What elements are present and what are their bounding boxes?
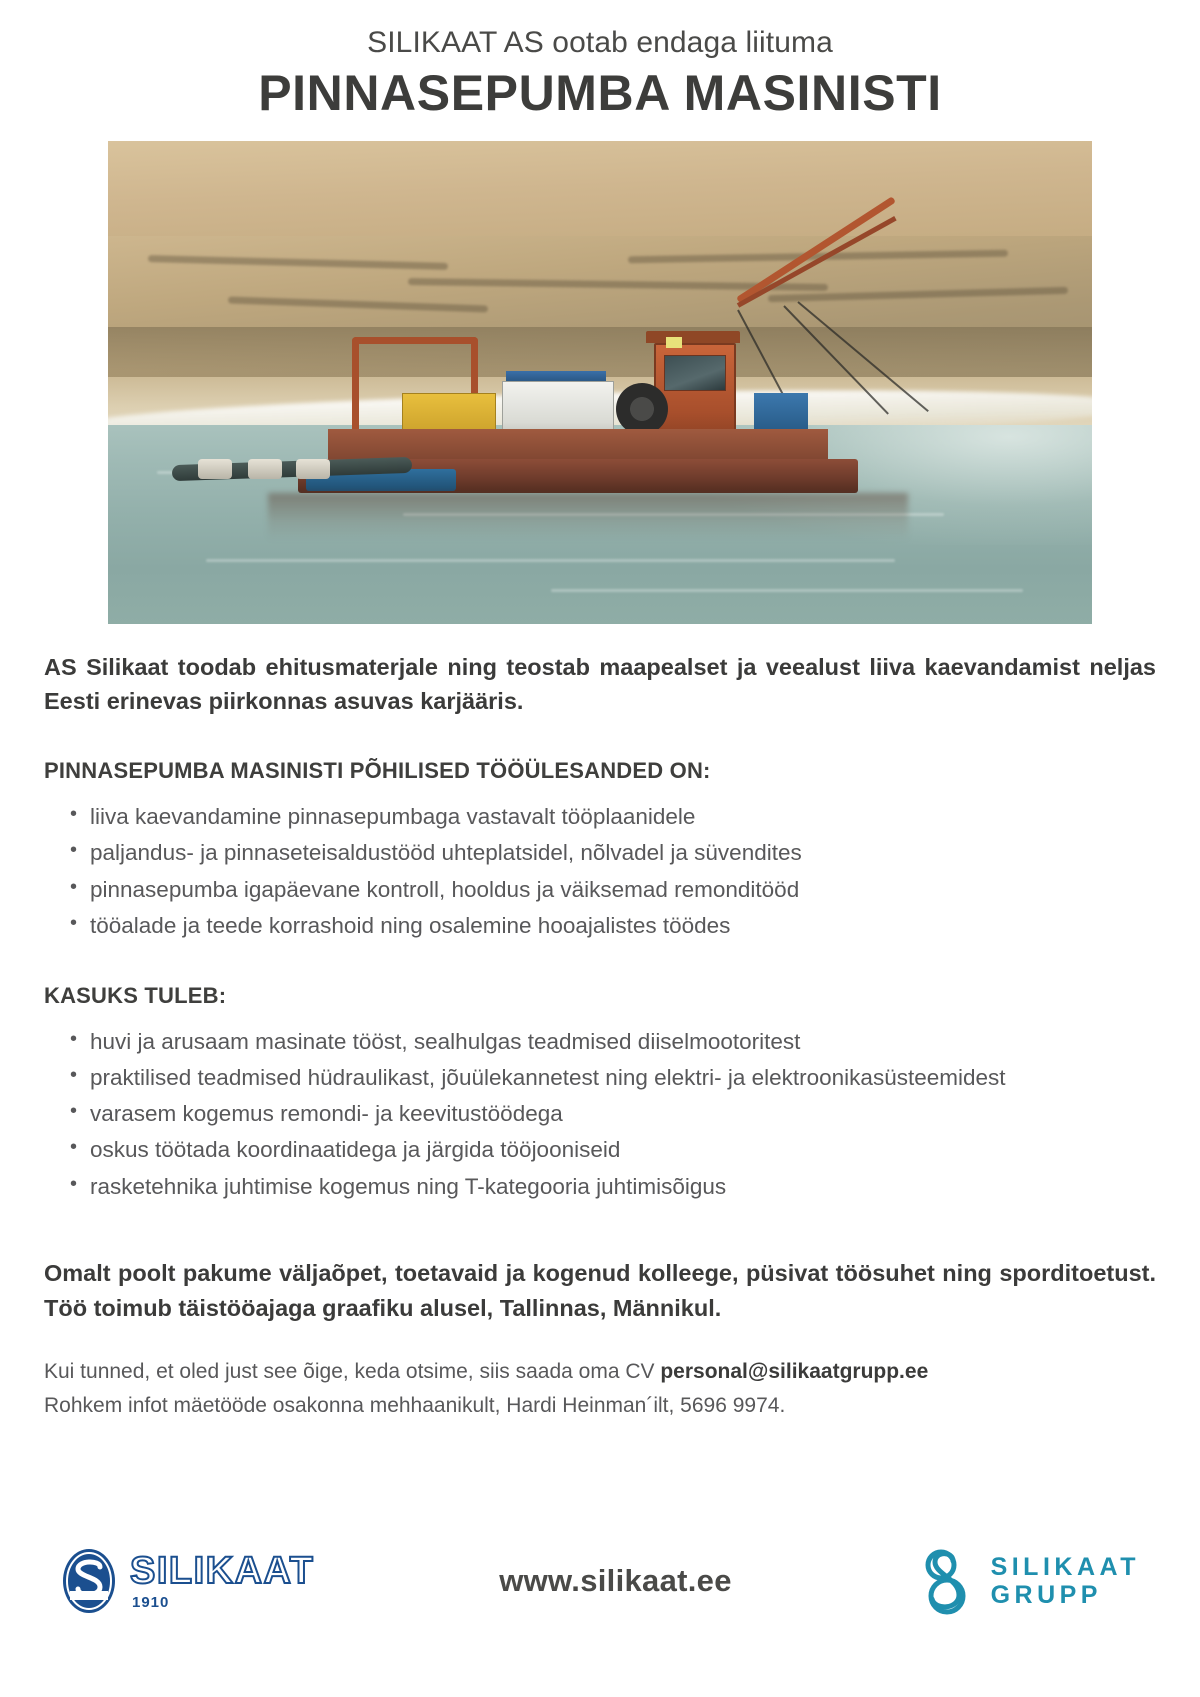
photo-cabin-window <box>664 355 726 391</box>
photo-canvas <box>108 141 1092 624</box>
photo-barge-reflection <box>268 493 908 541</box>
list-item: • huvi ja arusaam masinate tööst, sealhulgas teadmised diiselmootoritest <box>44 1025 1156 1059</box>
intro-paragraph: AS Silikaat toodab ehitusmaterjale ning teostab maapealset ja veealust liiva kaevandamist neljas Eesti erinevas piirkonnas asuvas karjääris. <box>44 654 1156 715</box>
photo-pipe-float <box>296 459 330 479</box>
silikaat-grupp-logo <box>917 1543 1140 1619</box>
page-header <box>0 0 1200 121</box>
page-footer <box>0 1533 1200 1629</box>
list-item: • paljandus- ja pinnaseteisaldustööd uhteplatsidel, nõlvadel ja süvendites <box>44 836 1156 870</box>
contact-phone-text: Rohkem infot mäetööde osakonna mehhaanikult, Hardi Heinman´ilt, 5696 9974. <box>44 1394 786 1418</box>
benefits-list <box>44 1025 1156 1204</box>
tasks-list <box>44 800 1156 943</box>
contact-block <box>44 1355 1156 1423</box>
silikaat-grupp-knot-icon <box>917 1543 977 1619</box>
photo-wave <box>551 589 1023 592</box>
silikaat-grupp-wordmark <box>991 1553 1140 1609</box>
header-kicker: SILIKAAT AS ootab endaga liituma <box>367 26 833 59</box>
silikaat-logo-text: SILIKAAT <box>130 1549 315 1592</box>
photo-wave <box>206 559 895 562</box>
list-item: • liiva kaevandamine pinnasepumbaga vastavalt tööplaanidele <box>44 800 1156 834</box>
photo-pipe-float <box>248 459 282 479</box>
photo-pipe-float <box>198 459 232 479</box>
page-title: PINNASEPUMBA MASINISTI <box>258 65 942 121</box>
contact-email-link[interactable]: personal@silikaatgrupp.ee <box>660 1360 929 1384</box>
contact-intro-text: Kui tunned, et oled just see õige, keda otsime, siis saada oma CV <box>44 1360 661 1384</box>
list-item: • oskus töötada koordinaatidega ja järgida tööjooniseid <box>44 1133 1156 1167</box>
list-item: • praktilised teadmised hüdraulikast, jõuülekannetest ning elektri- ja elektroonikasüsteemidest <box>44 1061 1156 1095</box>
silikaat-wordmark <box>130 1549 315 1611</box>
silikaat-grupp-line1: SILIKAAT <box>990 1553 1140 1581</box>
advertisement-body <box>0 650 1200 1423</box>
list-item: • pinnasepumba igapäevane kontroll, hooldus ja väiksemad remonditööd <box>44 873 1156 907</box>
photo-operator-cabin <box>654 343 736 443</box>
sand-dredger-photo <box>108 141 1092 624</box>
benefits-heading: KASUKS TULEB: <box>44 982 227 1008</box>
photo-cabin-number-plate <box>666 337 682 348</box>
list-item: • varasem kogemus remondi- ja keevitustöödega <box>44 1097 1156 1131</box>
tasks-heading: PINNASEPUMBA MASINISTI PÕHILISED TÖÖÜLESANDED ON: <box>44 758 711 784</box>
photo-cabin-roof <box>646 331 740 343</box>
list-item: • tööalade ja teede korrashoid ning osalemine hooajalistes töödes <box>44 909 1156 943</box>
silikaat-grupp-line2: GRUPP <box>990 1581 1102 1609</box>
silikaat-logo-year: 1910 <box>132 1593 170 1611</box>
offer-paragraph: Omalt poolt pakume väljaõpet, toetavaid ja kogenud kolleege, püsivat töösuhet ning sporditoetust. Töö toimub täistööajaga graafiku alusel, Tallinnas, Männikul. <box>44 1259 1156 1321</box>
silikaat-logo <box>60 1547 314 1615</box>
silikaat-s-emblem-icon <box>60 1547 118 1615</box>
photo-hose-reel <box>616 383 668 435</box>
list-item: • rasketehnika juhtimise kogemus ning T-kategooria juhtimisõigus <box>44 1170 1156 1204</box>
website-url[interactable]: www.silikaat.ee <box>499 1563 732 1598</box>
photo-dredger-barge <box>268 309 908 509</box>
photo-pump-unit <box>754 393 808 433</box>
